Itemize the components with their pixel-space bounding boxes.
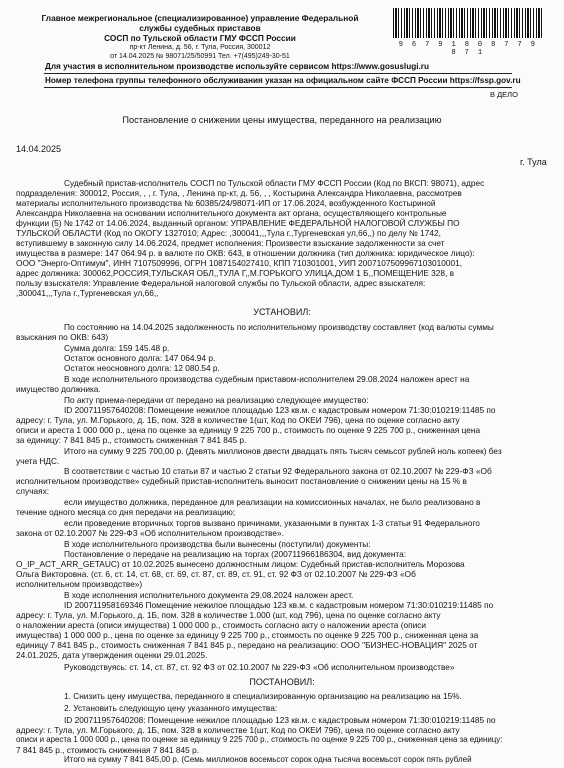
section-heading-ustanovil: УСТАНОВИЛ:	[253, 307, 311, 317]
org-name-line1: Главное межрегиональное (специализированное) управление Федеральной	[41, 13, 359, 23]
barcode-image	[393, 8, 543, 38]
issued-docs-line: В ходе исполнительного производства были вынесены (поступили) документы:	[64, 539, 371, 549]
intro-line: ,300041,,,Тула г.,Тургеневская ул,66,,	[16, 288, 159, 298]
header-divider-bottom	[44, 87, 512, 88]
document-date: 14.04.2025	[16, 144, 62, 154]
intro-line: функции (5) № 1742 от 14.06.2024, выданный органом: УПРАВЛЕНИЕ ФЕДЕРАЛЬНОЙ НАЛОГОВОЙ СЛУЖБЫ ПО	[16, 218, 460, 228]
document-city: г. Тула	[520, 157, 547, 167]
intro-line: вступившему в законную силу 14.06.2024, предмет исполнения: Произвести взыскание задолженности за счет	[16, 238, 445, 248]
debt-state-line: По состоянию на 14.04.2025 задолженность по исполнительному производству составляет (код валюты суммы	[64, 322, 494, 332]
case2-line: закона от 02.10.2007 № 229-ФЗ «Об исполнительном производстве».	[16, 528, 284, 538]
case1-line: если имущество должника, переданное для реализации на комиссионных началах, не было реализовано в	[64, 497, 481, 507]
item3-line: ID 200711957640208: Помещение нежилое площадью 123 кв.м. с кадастровым номером 71:30:010219:11485 по	[64, 715, 496, 725]
item2-line: о наложении ареста (описи имущества) 1 000 000 р., стоимость согласно акту о наложении ареста (описи	[16, 620, 427, 630]
item1-line: за единицу: 7 841 845 р., стоимость сниженная 7 841 845 р.	[16, 435, 247, 445]
intro-line: имущества в размере: 147 064.94 р. в валюте по ОКВ: 643, в отношении должника (тип должника: юридическое лицо):	[16, 248, 475, 258]
debt-sum: Сумма долга: 159 145.48 р.	[64, 343, 170, 353]
item2-line: ID 200711958169346 Помещение нежилое площадью 123 кв.м. с кадастровым номером 71:30:010219:11485 по	[64, 600, 494, 610]
postanov-line: O_IP_ACT_ARR_GETAUC) от 10.02.2025 вынесено должностным лицом: Судебный пристав-исполнитель Морозова	[16, 559, 465, 569]
intro-line: пользу взыскателя: Управление Федеральной налоговой службы по Тульской области, адрес взыскателя:	[16, 278, 426, 288]
total1-line: учета НДС.	[16, 456, 60, 466]
arrest-line: В ходе исполнительного производства судебным приставом-исполнителем 29.08.2024 наложен арест на	[64, 374, 470, 384]
postanov-line: Ольга Викторовна. (ст. 6, ст. 14, ст. 68, ст. 69, ст. 87, ст. 89, ст. 91, ст. 92 ФЗ от 02.10.2007 № 229-ФЗ «Об	[16, 569, 416, 579]
item1-line: описи и ареста 1 000 000 р., цена по оценке за единицу 9 225 700 р., стоимость по оценке 9 225 700 р., сниженная цена	[16, 425, 481, 435]
intro-line: ООО "Энерго-Оптимум", ИНН 7107509996, ОГРН 1087154027410, КПП 710301001, УИП 2007107509967103010001,	[16, 258, 463, 268]
debt-main: Остаток основного долга: 147 064.94 р.	[64, 353, 216, 363]
item3-line: адресу: г. Тула, ул. М.Горького, д. 1Б, пом. 328 в количестве 1(шт, Код по ОКЕИ 796), цена по оценке согласно акту	[16, 725, 460, 735]
item1-line: ID 200711957640208: Помещение нежилое площадью 123 кв.м. с кадастровым номером 71:30:010219:11485 по	[64, 405, 496, 415]
intro-line: материалы исполнительного производства № 60385/24/98071-ИП от 17.06.2024, возбужденного Костыриной	[16, 198, 436, 208]
org-address: пр-кт Ленина, д. 56, г. Тула, Россия, 300012	[129, 44, 271, 51]
phone-notice: Номер телефона группы телефонного обслуживания указан на официальном сайте ФССП России https://fssp.gov.ru	[45, 76, 521, 85]
decision-item-2: 2. Установить следующую цену указанного имущества:	[64, 703, 278, 713]
postanov-line: Постановление о передаче на реализацию на торгах (200711966186304, вид документа:	[64, 549, 407, 559]
law-line: В соответствии с частью 10 статьи 87 и частью 2 статьи 92 Федерального закона от 02.10.2007 № 229-ФЗ «Об	[64, 466, 492, 476]
item3-line: 7 841 845 р., стоимость сниженная 7 841 845 р.	[16, 745, 199, 755]
arrest-line: имущество должника.	[16, 384, 101, 394]
item3-line: описи и ареста 1 000 000 р., цена по оценке за единицу 9 225 700 р., стоимость по оценке 9 225 700 р., сниженная цена за единицу:	[16, 735, 503, 744]
transfer-act-line: По акту приема-передачи от передано на реализацию следующее имущество:	[64, 395, 369, 405]
guided-by-line: Руководствуясь: ст. 14, ст. 87, ст. 92 ФЗ от 02.10.2007 № 229-ФЗ «Об исполнительном производстве»	[64, 662, 455, 672]
intro-line: адрес должника: 300062,РОССИЯ,ТУЛЬСКАЯ ОБЛ,,ТУЛА Г,,М.ГОРЬКОГО УЛИЦА,ДОМ 1 Б,,ПОМЕЩЕНИЕ 328, в	[16, 268, 455, 278]
document-title: Постановление о снижении цены имущества, переданного на реализацию	[122, 115, 442, 125]
intro-line: ТУЛЬСКОЙ ОБЛАСТИ (Код по ОКОГУ 1327010; Адрес: ,300041,,,Тула г.,Тургеневская ул,66,,) по делу № 1742,	[16, 228, 441, 238]
intro-line: подразделения: 300012, Россия, , , г. Тула, , Ленина пр-кт, д. 56, , , Костырина Александра Николаевна, рассмотрев	[16, 188, 462, 198]
item1-line: адресу: г. Тула, ул. М.Горького, д. 1Б, пом. 328 в количестве 1(шт, Код по ОКЕИ 796), цена по оценке согласно акту	[16, 415, 460, 425]
total2-line: Итого на сумму 7 841 845,00 р. (Семь миллионов восемьсот сорок одна тысяча восемьсот сорок пять рублей	[64, 755, 472, 764]
item2-line: имущества) 1 000 000 р., цена по оценке за единицу 9 225 700 р., стоимость по оценке 9 225 700 р., сниженная цена за	[16, 630, 479, 640]
header-divider-top	[44, 73, 512, 74]
item2-line: адресу: г. Тула, ул. М.Горького, д. 1Б, пом. 328 в количестве 1.000 (шт, код 796), цена по оценке согласно акту	[16, 610, 441, 620]
org-phone: от 14.04.2025 № 98071/25/50991 Тел. +7(495)249-30-51	[110, 53, 290, 60]
case1-line: течение одного месяца со дня передачи на реализацию;	[16, 507, 236, 517]
section-heading-postanovil: ПОСТАНОВИЛ:	[249, 677, 315, 687]
total1-line: Итого на сумму 9 225 700,00 р. (Девять миллионов двести двадцать пять тысяч семьсот рублей ноль копеек) без	[64, 446, 502, 456]
stamp-v-delo: В ДЕЛО	[490, 90, 518, 99]
debt-nonmain: Остаток неосновного долга: 12 080.54 р.	[64, 363, 220, 373]
org-name-line2: службы судебных приставов	[139, 23, 261, 33]
debt-state-line: взыскания по ОКВ: 643)	[16, 332, 109, 342]
intro-line: Александра Николаевна на основании исполнительного документа акт органа, осуществляющего контрольные	[16, 208, 447, 218]
case2-line: если проведение вторичных торгов вызвано причинами, указанными в пунктах 1-3 статьи 91 Федерального	[64, 518, 480, 528]
barcode-number: 9 6 7 9 1 8 0 8 7 7 9 8 7 1	[398, 41, 538, 57]
decision-item-1: 1. Снизить цену имущества, переданного в специализированную организацию на реализацию на 15%.	[64, 691, 462, 701]
gosuslugi-notice: Для участия в исполнительном производстве используйте сервисом https://www.gosuslugi.ru	[45, 62, 429, 71]
law-line: случаях:	[16, 486, 50, 496]
arrest2-line: В ходе исполнения исполнительного документа 29.08.2024 наложен арест.	[64, 590, 354, 600]
item2-line: единицу 7 841 845 р., стоимость сниженная 7 841 845 р., передано на реализацию: ООО "БИЗНЕС-НОВАЦИЯ" 2025 от	[16, 640, 478, 650]
postanov-line: исполнительном производстве»)	[16, 579, 143, 589]
law-line: исполнительном производстве» судебный пристав-исполнитель выносит постановление о снижении цены на 15 % в	[16, 476, 467, 486]
org-name-line3: СОСП по Тульской области ГМУ ФССП России	[104, 33, 296, 43]
item2-line: 24.01.2025, дата утверждения оценки 29.01.2025.	[16, 650, 208, 660]
intro-line: Судебный пристав-исполнитель СОСП по Тульской области ГМУ ФССП России (Код по ВКСП: 98071), адрес	[64, 178, 485, 188]
